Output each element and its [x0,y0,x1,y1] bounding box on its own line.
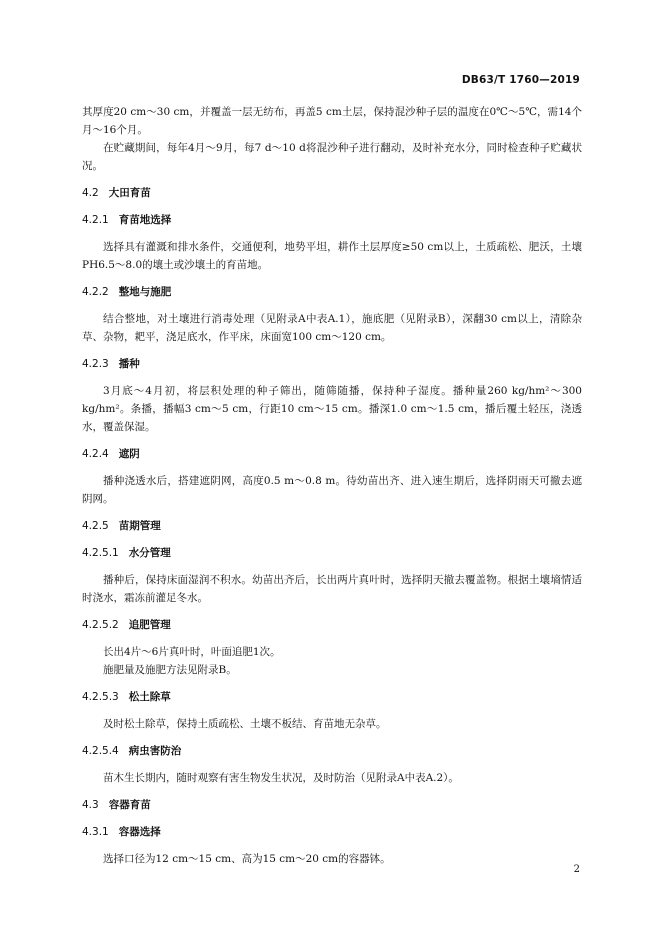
section-title: 松土除草 [128,691,171,703]
body-paragraph: 选择口径为12 cm～15 cm、高为15 cm～20 cm的容器钵。 [103,853,391,865]
section-heading [82,688,582,706]
section-heading [82,184,582,202]
section-number: 4.3 [82,799,99,811]
section-heading [82,544,582,562]
section-number: 4.2.5.3 [82,691,119,703]
section-number: 4.2.1 [82,214,109,226]
section-title: 大田育苗 [108,187,151,199]
section-title: 容器选择 [118,826,161,838]
section-number: 4.2 [82,187,99,199]
body-paragraph: 结合整地，对土壤进行消毒处理（见附录A中表A.1），施底肥（见附录B），深翻30 cm以上，清除杂草、杂物，耙平，浇足底水，作平床，床面宽100 cm～120 cm。 [82,313,582,343]
doc-code: DB63/T 1760—2019 [461,74,580,86]
body-paragraph: 播种浇透水后，搭建遮阴网，高度0.5 m～0.8 m。待幼苗出齐、进入速生期后，选择阴雨天可撤去遮阴网。 [82,475,582,505]
body-paragraph: 其厚度20 cm～30 cm，并覆盖一层无纺布，再盖5 cm土层，保持混沙种子层的温度在0℃～5℃，需14个月～16个月。 [82,106,582,136]
body-paragraph: 长出4片～6片真叶时，叶面追肥1次。 [103,646,281,658]
section-heading [82,355,582,373]
section-title: 遮阴 [118,448,140,460]
section-number: 4.2.3 [82,358,109,370]
section-heading [82,211,582,229]
section-title: 整地与施肥 [118,286,172,298]
section-title: 水分管理 [128,547,171,559]
section-heading [82,796,582,814]
body-paragraph: 苗木生长期内，随时观察有害生物发生状况，及时防治（见附录A中表A.2）。 [103,772,459,784]
section-heading [82,742,582,760]
body-paragraph: 播种后，保持床面湿润不积水。幼苗出齐后，长出两片真叶时，选择阴天撤去覆盖物。根据土壤墒情适时浇水，霜冻前灌足冬水。 [82,574,582,604]
body-paragraph: 在贮藏期间，每年4月～9月，每7 d～10 d将混沙种子进行翻动，及时补充水分，同时检查种子贮藏状况。 [82,142,582,172]
section-heading [82,283,582,301]
section-number: 4.2.4 [82,448,109,460]
section-number: 4.2.5.4 [82,745,119,757]
section-title: 育苗地选择 [118,214,172,226]
section-number: 4.2.2 [82,286,109,298]
section-heading [82,445,582,463]
document-body [82,103,582,868]
section-title: 病虫害防治 [128,745,182,757]
section-heading [82,616,582,634]
section-title: 追肥管理 [128,619,171,631]
section-heading [82,517,582,535]
section-title: 苗期管理 [118,520,161,532]
section-number: 4.2.5 [82,520,109,532]
page-number: 2 [573,864,580,875]
section-heading [82,823,582,841]
body-paragraph: 施肥量及施肥方法见附录B。 [103,664,237,676]
section-title: 容器育苗 [108,799,151,811]
section-number: 4.3.1 [82,826,109,838]
section-title: 播种 [118,358,140,370]
section-number: 4.2.5.1 [82,547,119,559]
section-number: 4.2.5.2 [82,619,119,631]
body-paragraph: 选择具有灌溉和排水条件，交通便利，地势平坦，耕作土层厚度≥50 cm以上，土质疏松、肥沃，土壤PH6.5～8.0的壤土或沙壤土的育苗地。 [82,241,582,271]
body-paragraph: 3月底～4月初，将层积处理的种子筛出，随筛随播，保持种子湿度。播种量260 kg/hm²～300 kg/hm²。条播，播幅3 cm～5 cm，行距10 cm～15 cm。播深1.0 cm～1.5 cm，播后覆土轻压，浇透水，覆盖保湿。 [82,385,582,433]
body-paragraph: 及时松土除草，保持土质疏松、土壤不板结、育苗地无杂草。 [103,718,387,730]
